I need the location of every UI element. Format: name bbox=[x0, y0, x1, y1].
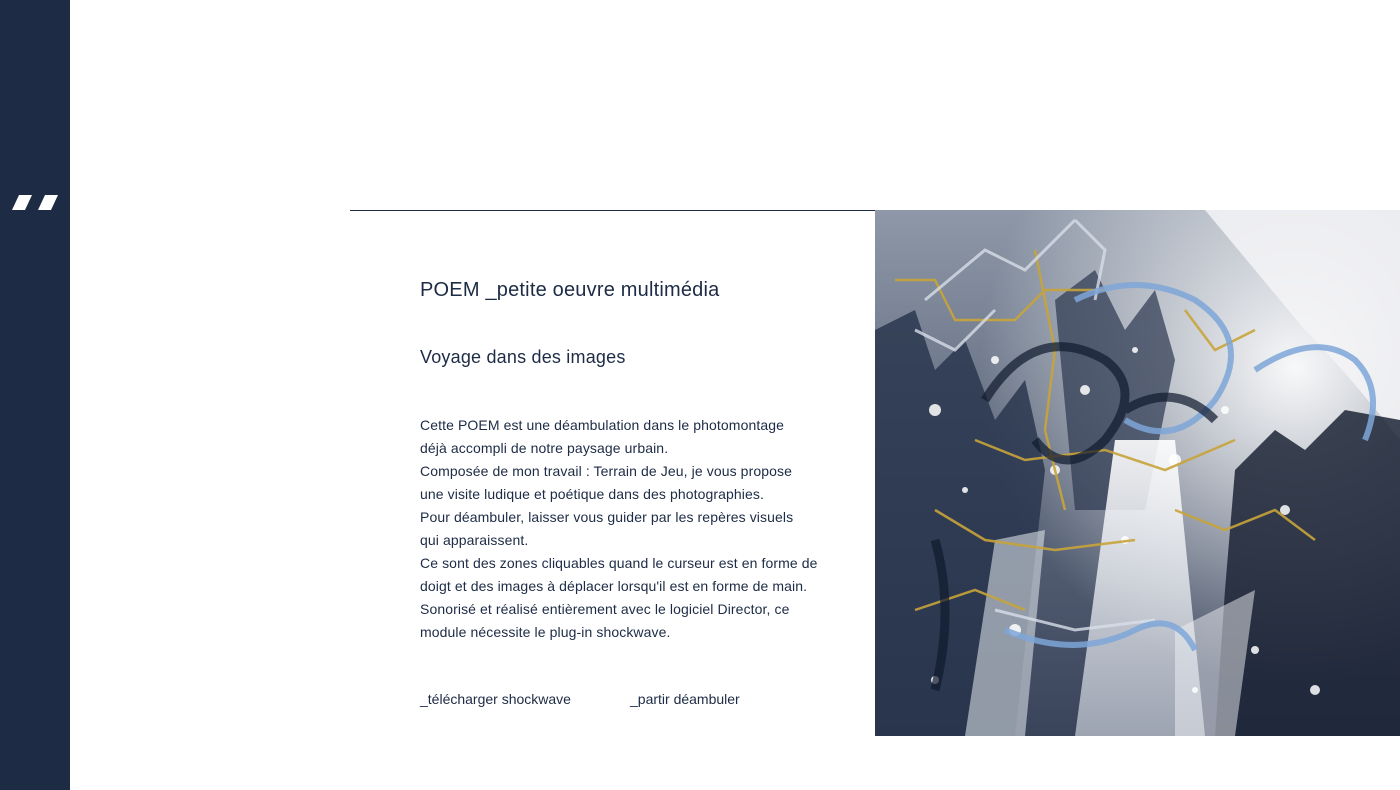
description-line: déjà accompli de notre paysage urbain. bbox=[420, 440, 669, 456]
photomontage-illustration bbox=[875, 210, 1400, 736]
description-line: Sonorisé et réalisé entièrement avec le logiciel Director, ce bbox=[420, 601, 790, 617]
sidebar bbox=[0, 0, 70, 790]
main-content bbox=[420, 276, 820, 644]
photomontage-image bbox=[875, 210, 1400, 736]
description-line: qui apparaissent. bbox=[420, 532, 529, 548]
description-line: doigt et des images à déplacer lorsqu'il est en forme de main. bbox=[420, 578, 808, 594]
description-line: Pour déambuler, laisser vous guider par les repères visuels bbox=[420, 509, 794, 525]
download-shockwave-link[interactable]: _télécharger shockwave bbox=[420, 691, 571, 707]
page-title: POEM _petite oeuvre multimédia bbox=[420, 279, 720, 301]
start-wandering-link[interactable]: _partir déambuler bbox=[630, 691, 740, 707]
action-links bbox=[420, 689, 740, 709]
description-line: une visite ludique et poétique dans des photographies. bbox=[420, 486, 764, 502]
double-slash-logo-icon[interactable] bbox=[12, 194, 60, 212]
page-subtitle: Voyage dans des images bbox=[420, 347, 626, 367]
description-text bbox=[420, 414, 820, 644]
description-line: module nécessite le plug-in shockwave. bbox=[420, 624, 671, 640]
description-line: Ce sont des zones cliquables quand le curseur est en forme de bbox=[420, 555, 818, 571]
description-line: Cette POEM est une déambulation dans le photomontage bbox=[420, 417, 784, 433]
description-line: Composée de mon travail : Terrain de Jeu, je vous propose bbox=[420, 463, 792, 479]
